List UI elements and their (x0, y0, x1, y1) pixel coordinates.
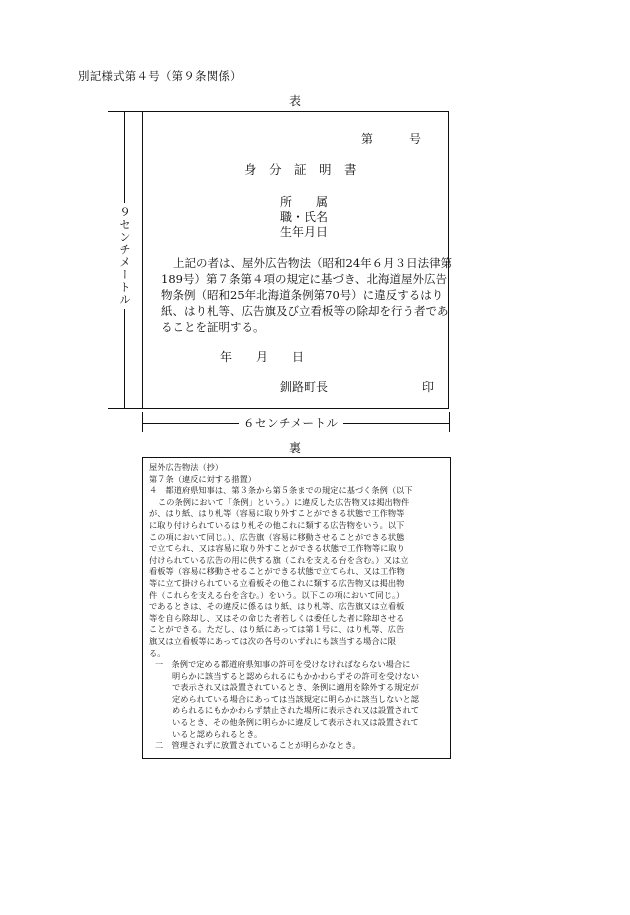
item-line: で表示され又は設置されているとき、条例に適用を除外する規定が (172, 682, 419, 693)
card-number-label: 第 号 (361, 132, 422, 146)
item-line: 一 条例で定める都道府県知事の許可を受けなければならない場合に (155, 659, 411, 670)
width-dimension-right-tick (449, 412, 450, 432)
paragraph-line: で立てられ、又は容易に取り外すことができる状態で工作物等に取り (149, 543, 405, 554)
name-label: 職・氏名 (280, 210, 329, 224)
paragraph-line: ４ 都道府県知事は、第３条から第５条までの規定に基づく条例（以下 (149, 485, 413, 496)
form-heading: 別記様式第４号（第９条関係） (78, 69, 242, 83)
item-line: いるとき、その他条例に明らかに違反して表示され又は設置されて (172, 717, 419, 728)
height-dimension-top-tick (108, 111, 143, 112)
birth-date-label: 生年月日 (280, 225, 329, 239)
front-side-label: 表 (289, 94, 302, 108)
item-line: められるにもかかわらず禁止された場所に表示され又は設置されて (172, 705, 420, 716)
certification-line: 紙、はり札等、広告旗及び立看板等の除却を行う者であ (161, 304, 449, 318)
issue-date-label: 年 月 日 (220, 350, 305, 364)
item-line: いると認められるとき。 (172, 728, 263, 739)
issuer-name: 釧路町長 (280, 380, 329, 394)
item-line: 定められている場合にあっては当該規定に明らかに該当しないと認 (172, 693, 420, 704)
seal-mark: 印 (422, 380, 435, 394)
article-title: 第７条（違反に対する措置） (149, 473, 257, 484)
paragraph-line: に取り付けられているはり札その他これに類する広告物をいう。以下 (149, 519, 405, 530)
affiliation-label: 所 属 (280, 195, 329, 209)
paragraph-line: 等に立て掛けられている立看板その他これに類する広告物又は掲出物 (149, 577, 405, 588)
card-title: 身 分 証 明 書 (244, 162, 357, 177)
certification-line: 上記の者は、屋外広告物法（昭和24年６月３日法律第 (173, 256, 453, 270)
width-dimension-left-tick (142, 412, 143, 432)
certification-line: ることを証明する。 (161, 320, 265, 334)
paragraph-line: であるときは、その違反に係るはり紙、はり札等、広告旗又は立看板 (149, 601, 405, 612)
paragraph-line: 等を自ら除却し、又はその命じた者若しくは委任した者に除却させる (149, 612, 405, 623)
paragraph-line: この条例において「条例」という。）に違反した広告物又は掲出物件 (158, 496, 410, 507)
id-card-back (142, 457, 451, 759)
paragraph-line: 付けられている広告の用に供する旗（これを支える台を含む。）又は立 (149, 554, 409, 565)
item-line: 二 管理されずに放置されていることが明らかなとき。 (155, 740, 361, 751)
certification-line: 189号）第７条第４項の規定に基づき、北海道屋外広告 (161, 272, 447, 286)
paragraph-line: る。 (149, 647, 166, 658)
paragraph-line: この項において同じ。）、広告旗（容易に移動させることができる状態 (149, 531, 405, 542)
item-line: 明らかに該当すると認められるにもかかわらずその許可を受けない (172, 670, 420, 681)
paragraph-line: ことができる。ただし、はり紙にあっては第１号に、はり札等、広告 (149, 624, 405, 635)
certification-line: 物条例（昭和25年北海道条例第70号）に違反するはり (161, 288, 444, 302)
paragraph-line: が、はり紙、はり札等（容易に取り外すことができる状態で工作物等 (149, 508, 405, 519)
paragraph-line: 件（これらを支える台を含む。）をいう。以下この項において同じ。） (149, 589, 405, 600)
back-side-label: 裏 (289, 441, 302, 455)
law-title: 屋外広告物法（抄） (149, 462, 224, 472)
certification-body (161, 255, 452, 335)
height-dimension-label: ９センチメートル (117, 203, 133, 309)
height-dimension-bottom-tick (108, 408, 143, 409)
paragraph-line: 看板等（容易に移動させることができる状態で立てられ、又は工作物 (149, 566, 405, 577)
paragraph-line: 旗又は立看板等にあっては次の各号のいずれにも該当する場合に限 (149, 635, 397, 646)
width-dimension-label: ６センチメートル (239, 415, 343, 431)
